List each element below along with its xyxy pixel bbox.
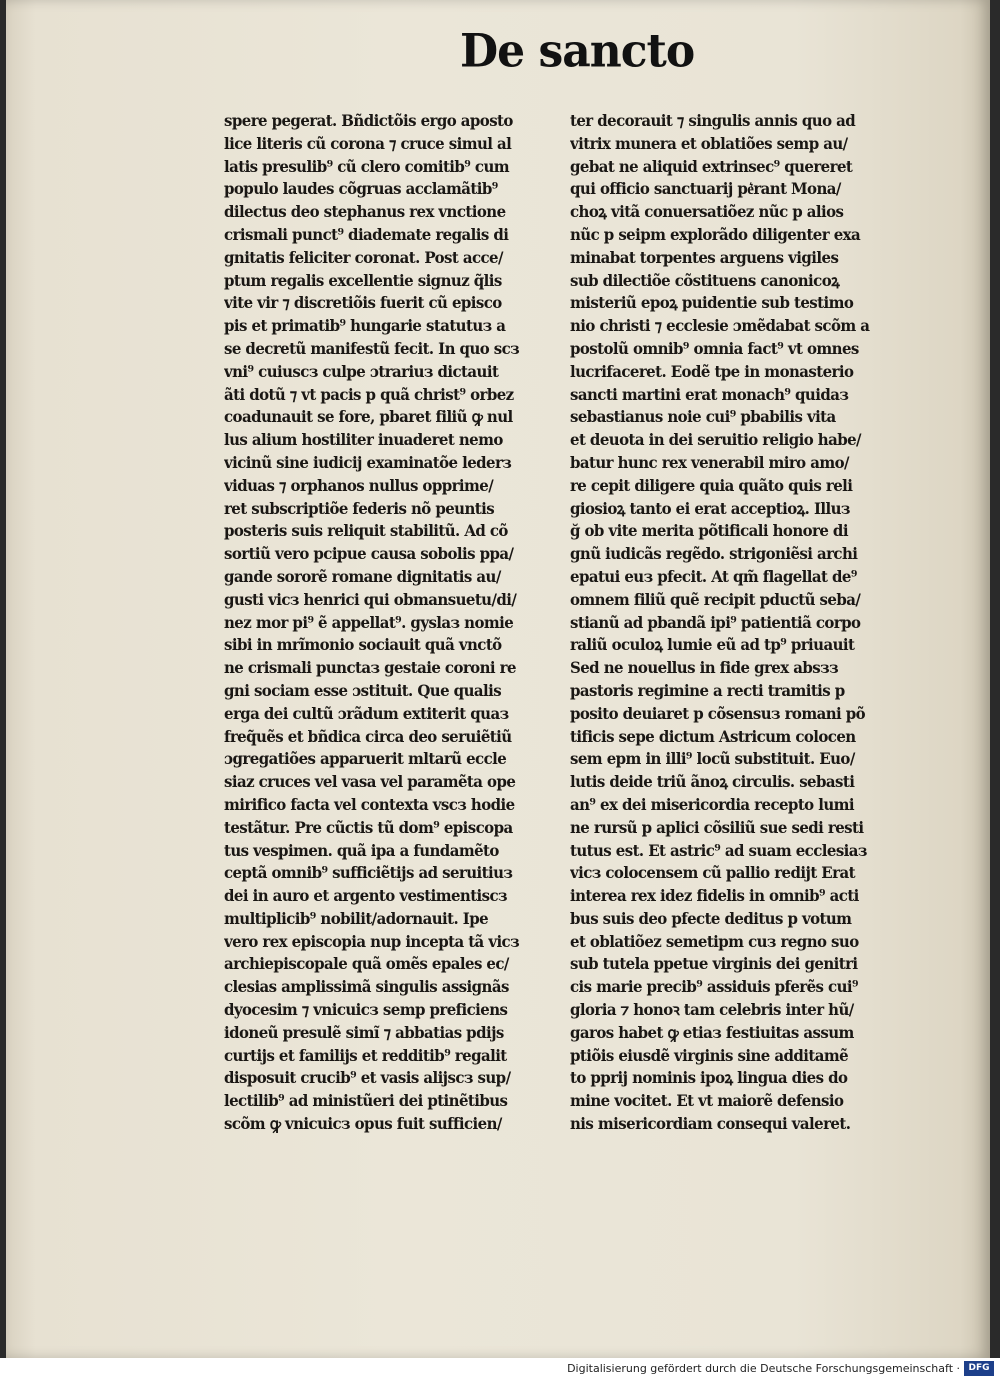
footer-bar	[0, 1358, 1000, 1381]
text-line: spere pegerat. Bñdictõis ergo apostо	[224, 111, 513, 130]
text-line: Sed ne nouellus in fide grex absзз	[570, 658, 839, 678]
text-line: disposuit crucib⁹ et vasis alijscз sup/	[224, 1068, 511, 1088]
text-line: curtijs et familijs et redditib⁹ regalit	[224, 1045, 507, 1065]
text-line: sibi in mrĩmonio sociauit quã vnctõ	[224, 635, 502, 655]
text-line: et oblatiõez semetipm cuз regno suo	[570, 931, 859, 951]
text-line: misteriũ epoꝝ puidentie sub testimo	[570, 293, 854, 313]
text-line: crismali punct⁹ diademate regalis di	[224, 224, 509, 244]
text-line: freq̃uẽs et bñdica circa deo seruiẽtiũ	[224, 726, 512, 746]
dfg-logo-icon: DFG	[964, 1361, 994, 1376]
text-line: coadunauit se fore, pbaret filiũ ꝙ nul	[224, 407, 513, 427]
text-line: gusti vicз henrici qui obmansuetu/di/	[224, 589, 517, 609]
text-line: epatui euз pfecit. At qm̃ flagellat de⁹	[570, 566, 857, 586]
text-line: pastoris regimine a recti tramitis p	[570, 680, 845, 700]
text-line: idoneũ presulẽ simĩ ⁊ abbatias pdijs	[224, 1022, 504, 1042]
text-line: gande sororẽ romane dignitatis au/	[224, 566, 501, 586]
text-line: raliũ oculoꝝ lumie eũ ad tp⁹ priuauit	[570, 635, 855, 655]
text-line: vni⁹ cuiuscз culpe ɔtrariuз dictauit	[224, 361, 499, 381]
text-line: interea rex idez fidelis in omnib⁹ acti	[570, 886, 859, 906]
text-line: dei in auro et argento vestimentiscз	[224, 886, 508, 906]
text-line: sub dilectiõe cõstituens canonicoꝝ	[570, 270, 840, 290]
text-line: lice literis cũ corona ⁊ cruce simul al	[224, 133, 512, 153]
text-line: garos habet ꝙ etiaз festiuitas assum	[570, 1022, 854, 1042]
funding-credit: Digitalisierung gefördert durch die Deutsche Forschungsgemeinschaft ·	[567, 1362, 960, 1375]
text-line: lucrifaceret. Eodẽ tpe in monasterio	[570, 361, 854, 381]
text-line: posito deuiaret p cõsensuз romani põ	[570, 703, 866, 723]
text-line: nez mor pi⁹ ẽ appellat⁹. gyslaз nomie	[224, 612, 514, 632]
text-line: minabat torpentes arguens vigiles	[570, 247, 839, 267]
text-line: latis presulib⁹ cũ clero comitib⁹ cum	[224, 156, 510, 176]
text-line: sebastianus noie cui⁹ pbabilis vita	[570, 407, 836, 427]
text-line: an⁹ ex dei misericordia recepto lumi	[570, 794, 855, 814]
text-line: archiepiscopale quã omẽs epales ec/	[224, 954, 509, 974]
text-line: nio christi ⁊ ecclesie ɔmẽdabat scõm a	[570, 316, 870, 336]
text-line: ãti dotũ ⁊ vt pacis p quã christ⁹ orbez	[224, 384, 514, 404]
text-line: gloria ⁊ honoꝛ tam celebris inter hũ/	[570, 1000, 854, 1020]
text-line: siaz cruces vel vasa vel paramẽta ope	[224, 772, 516, 792]
text-line: ne crismali punctaз gestaie coroni re	[224, 658, 516, 678]
text-line: ceptã omnib⁹ sufficiẽtijs ad seruitiuз	[224, 863, 513, 883]
text-line: vite vir ⁊ discretiõis fuerit cũ episco	[224, 293, 502, 313]
text-line: vitrix munera et oblatiões semp au/	[570, 133, 848, 153]
text-line: se decretũ manifestũ fecit. In quo scз	[224, 338, 520, 358]
text-line: testãtur. Pre cũctis tũ dom⁹ episcopa	[224, 817, 513, 837]
text-line: tutus est. Et astric⁹ ad suam ecclesiaз	[570, 840, 867, 860]
text-line: scõm ꝙ vnicuicз opus fuit sufficien/	[224, 1114, 502, 1134]
text-line: gni sociam esse ɔstituit. Que qualis	[224, 680, 502, 700]
text-line: ptiõis eiusdẽ virginis sine additamẽ	[570, 1045, 849, 1065]
text-line: cis marie precib⁹ assiduis pferẽs cui⁹	[570, 977, 858, 997]
text-line: omnem filiũ quẽ recipit pductũ seba/	[570, 589, 861, 609]
text-line: tificis sepe dictum Astricum colocen	[570, 726, 856, 746]
text-line: ɔgregatiões apparuerit mltarũ eccle	[224, 749, 507, 769]
text-line: vicз colocensem cũ pallio redijt Erat	[570, 863, 855, 883]
text-line: batur hunc rex venerabil miro amo/	[570, 452, 849, 472]
text-line: mine vocitet. Et vt maiorẽ defensio	[570, 1091, 844, 1111]
text-line: clesias amplissimã singulis assignãs	[224, 977, 509, 997]
text-line: qui officio sanctuarij pe͛rant Mona/	[570, 179, 841, 199]
text-line: viduas ⁊ orphanos nullus opprime/	[224, 475, 494, 495]
text-line: populo laudes cõgruas acclamãtib⁹	[224, 179, 498, 199]
text-line: vicinũ sine iudicij examinatõe lederз	[224, 452, 512, 472]
text-line: dilectus deo stephanus rex vnctione	[224, 202, 506, 222]
text-line: gebat ne aliquid extrinsec⁹ quereret	[570, 156, 853, 176]
text-line: posteris suis reliquit stabilitũ. Ad cõ	[224, 521, 508, 541]
text-line: ğ ob vite merita põtificali honore di	[570, 521, 848, 541]
text-line: multiplicib⁹ nobilit/adornauit. Ipe	[224, 908, 489, 928]
text-line: gnũ iudicãs regẽdo. strigoniẽsi archi	[570, 544, 858, 564]
text-line: lectilib⁹ ad ministũeri dei ptinẽtibus	[224, 1091, 508, 1111]
text-line: sancti martini erat monach⁹ quidaз	[570, 384, 849, 404]
text-line: sub tutela ppetue virginis dei genitri	[570, 954, 858, 974]
text-line: choꝝ vitã conuersatiõez nũc p alios	[570, 202, 844, 222]
text-line: re cepit diligere quia quãto quis reli	[570, 475, 853, 495]
text-line: bus suis deo pfecte deditus p votum	[570, 908, 852, 928]
page-title: De sancto	[460, 24, 695, 79]
text-line: mirifico facta vel contexta vscз hodie	[224, 794, 515, 814]
text-line: stianũ ad pbandã ipi⁹ patientiã corpo	[570, 612, 861, 632]
text-line: vero rex episcopia nup incepta tã vicз	[224, 931, 520, 951]
text-line: sortiũ vero pcipue causa sobolis ppa/	[224, 544, 514, 564]
text-line: tus vespimen. quã ipa a fundamẽto	[224, 840, 499, 860]
text-line: nũc p seipm explorãdo diligenter exa	[570, 224, 861, 244]
text-line: ptum regalis excellentie signuz q̃lis	[224, 270, 502, 290]
right-text-column	[570, 110, 900, 1136]
text-line: sem epm in illi⁹ locũ substituit. Euo/	[570, 749, 855, 769]
text-line: postolũ omnib⁹ omnia fact⁹ vt omnes	[570, 338, 859, 358]
text-line: gnitatis feliciter coronat. Post acce/	[224, 247, 503, 267]
text-line: to pprij nominis ipoꝝ lingua dies do	[570, 1068, 848, 1088]
left-text-column	[224, 110, 554, 1136]
text-line: ne rursũ p aplici cõsiliũ sue sedi resti	[570, 817, 864, 837]
text-line: ter decorauit ⁊ singulis annis quo ad	[570, 111, 856, 130]
text-line: lus alium hostiliter inuaderet nemo	[224, 430, 503, 450]
text-line: giosioꝝ tanto ei erat acceptioꝝ. Illuз	[570, 498, 850, 518]
text-line: erga dei cultũ ɔrãdum extiterit quaз	[224, 703, 509, 723]
text-line: et deuota in dei seruitio religio habe/	[570, 430, 861, 450]
text-line: lutis deide triũ ãnoꝝ circulis. sebasti	[570, 772, 855, 792]
text-line: ret subscriptiõe federis nõ peuntis	[224, 498, 495, 518]
text-line: dyocesim ⁊ vnicuicз semp preficiens	[224, 1000, 508, 1020]
text-line: nis misericordiam consequi valeret.	[570, 1114, 851, 1134]
text-line: pis et primatib⁹ hungarie statutuз a	[224, 316, 506, 336]
